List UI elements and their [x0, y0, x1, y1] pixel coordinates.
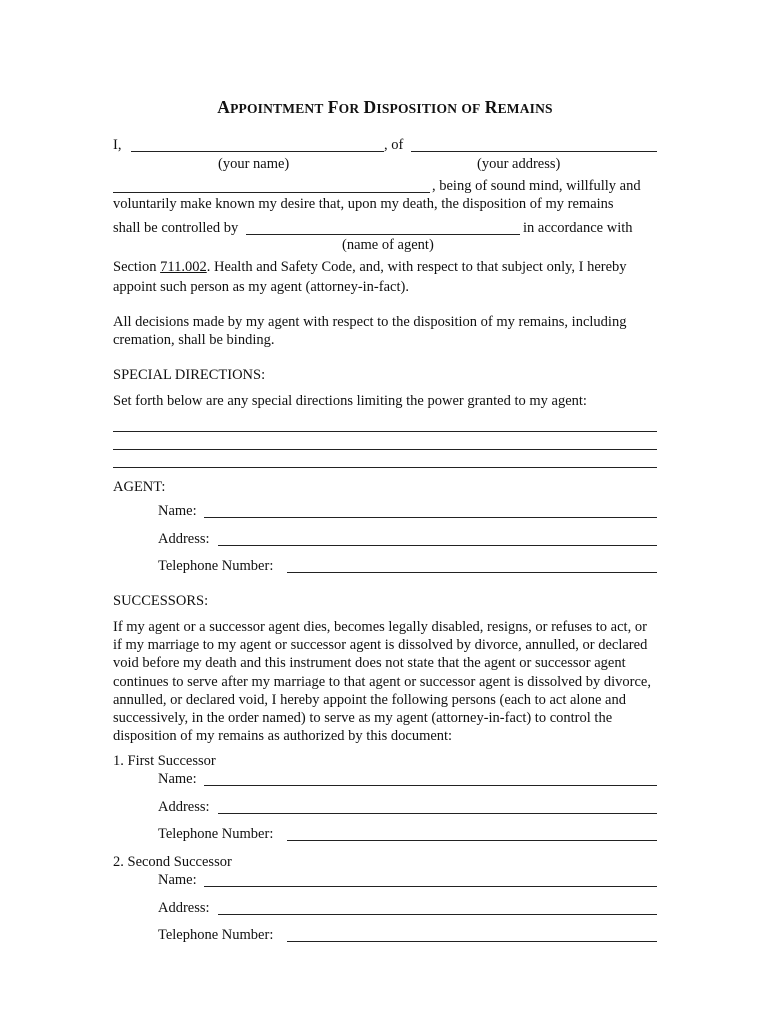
section-number: 711.002 [160, 259, 207, 275]
second-successor-phone-label: Telephone Number: [158, 927, 274, 943]
title-cap-a: A [217, 97, 231, 117]
second-successor-name-label: Name: [158, 872, 197, 888]
first-successor-address-input[interactable] [218, 796, 657, 814]
intro-line2: voluntarily make known my desire that, upon my death, the disposition of my remains [113, 196, 614, 212]
name-of-agent-caption: (name of agent) [342, 237, 434, 253]
your-name-caption: (your name) [218, 156, 290, 172]
agent-phone-input[interactable] [287, 555, 657, 573]
intro-controlled-by: shall be controlled by [113, 220, 239, 236]
intro-i-prefix: I, [113, 137, 122, 153]
special-directions-line-2[interactable] [113, 432, 657, 450]
successors-heading: SUCCESSORS: [113, 593, 209, 609]
special-directions-heading: SPECIAL DIRECTIONS: [113, 367, 266, 383]
first-successor-phone-input[interactable] [287, 823, 657, 841]
agent-address-label: Address: [158, 531, 210, 547]
second-successor-address-label: Address: [158, 900, 210, 916]
first-successor-heading: 1. First Successor [113, 753, 216, 769]
section-line [113, 259, 627, 276]
intro-in-accordance: in accordance with [523, 220, 633, 236]
title-rest-disposition: ISPOSITION [376, 101, 458, 116]
agent-name-label: Name: [158, 503, 197, 519]
title-cap-r: R [484, 97, 498, 117]
first-successor-phone-label: Telephone Number: [158, 826, 274, 842]
title-rest-remains: EMAINS [497, 101, 553, 116]
agent-heading: AGENT: [113, 479, 166, 495]
your-address-field[interactable] [411, 134, 657, 152]
special-directions-text: Set forth below are any special directions limiting the power granted to my agent: [113, 393, 587, 409]
intro-of-text: , of [384, 137, 404, 153]
title-of: OF [461, 101, 481, 116]
intro-sound-mind: , being of sound mind, willfully and [432, 178, 641, 194]
second-successor-heading: 2. Second Successor [113, 854, 232, 870]
title-cap-d: D [363, 97, 377, 117]
section-rest: . Health and Safety Code, and, with respect to that subject only, I hereby [206, 259, 627, 275]
first-successor-name-input[interactable] [204, 768, 657, 786]
title-rest-for: OR [338, 101, 360, 116]
agent-phone-label: Telephone Number: [158, 558, 274, 574]
your-address-caption: (your address) [477, 156, 561, 172]
second-successor-name-input[interactable] [204, 869, 657, 887]
special-directions-line-1[interactable] [113, 414, 657, 432]
successors-paragraph: If my agent or a successor agent dies, becomes legally disabled, resigns, or refuses to act, or if my marriage to my agent or successor agent is dissolved by divorce, annulled, or declared void before my death and this instrument does not state that the agent or successor agent continues to serve after my marriage to that agent or successor agent is dissolved by divorce, annulled, or declared void, I hereby appoint the following persons (each to act alone and successively, in the order named) to serve as my agent (attorney-in-fact) to control the disposition of my remains as authorized by this document: [113, 619, 651, 745]
section-prefix: Section [113, 259, 157, 275]
your-name-field[interactable] [131, 134, 384, 152]
first-successor-name-label: Name: [158, 771, 197, 787]
title-rest-appointment: PPOINTMENT [230, 101, 324, 116]
agent-name-field[interactable] [246, 217, 520, 235]
appoint-line: appoint such person as my agent (attorney-in-fact). [113, 279, 409, 295]
title-cap-f: F [327, 97, 339, 117]
first-successor-address-label: Address: [158, 799, 210, 815]
agent-name-input[interactable] [204, 500, 657, 518]
special-directions-line-3[interactable] [113, 450, 657, 468]
second-successor-address-input[interactable] [218, 897, 657, 915]
agent-address-input[interactable] [218, 528, 657, 546]
decisions-paragraph: All decisions made by my agent with respect to the disposition of my remains, including cremation, shall be binding. [113, 314, 627, 348]
second-successor-phone-input[interactable] [287, 924, 657, 942]
document-title [0, 97, 770, 118]
your-address-continued-field[interactable] [113, 175, 430, 193]
